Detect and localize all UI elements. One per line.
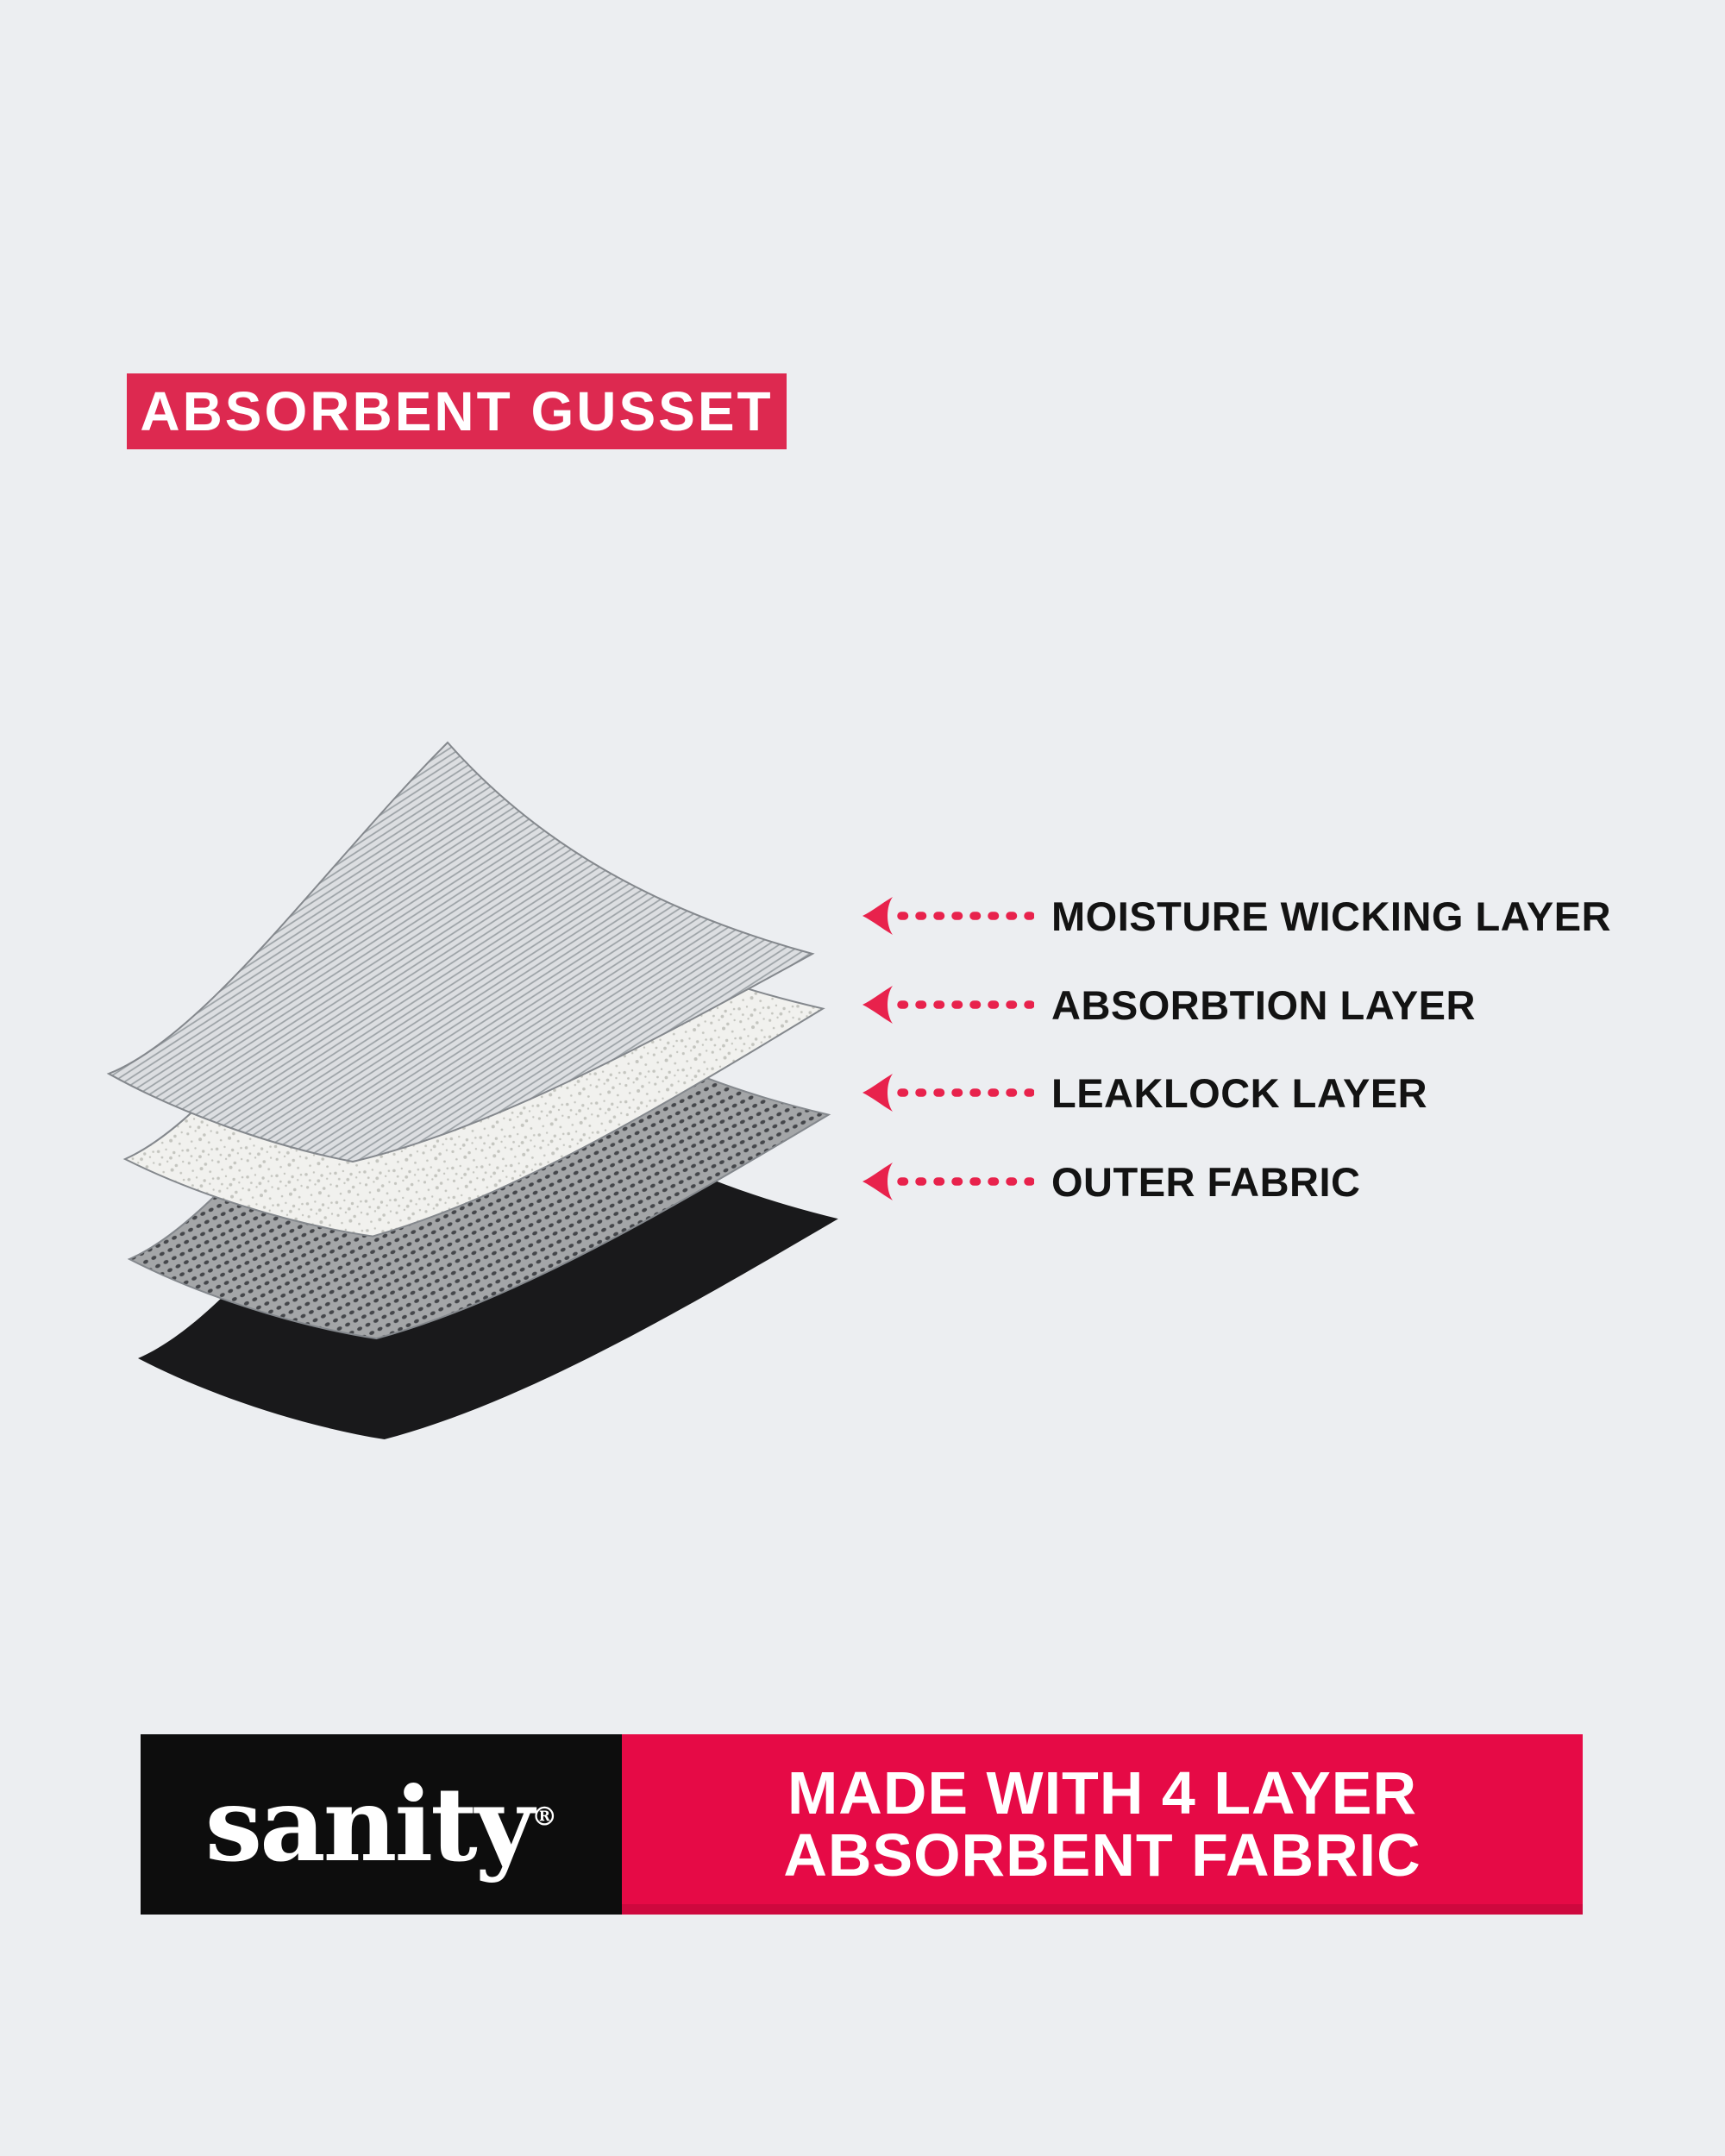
arrow-left-icon [862, 1157, 1034, 1206]
brand-panel [141, 1734, 622, 1915]
callout-label: OUTER FABRIC [1051, 1158, 1361, 1205]
callout-label: MOISTURE WICKING LAYER [1051, 893, 1612, 939]
message-line-1: MADE WITH 4 LAYER [787, 1759, 1418, 1827]
message-line-2: ABSORBENT FABRIC [783, 1821, 1421, 1889]
callout-label: ABSORBTION LAYER [1051, 981, 1476, 1028]
arrow-left-icon [862, 1069, 1034, 1117]
callout-moisture-wicking [862, 892, 1611, 940]
callout-absorption [862, 981, 1476, 1029]
arrow-left-icon [862, 892, 1034, 940]
registered-trademark-icon: ® [531, 1802, 558, 1833]
footer-banner [141, 1734, 1583, 1915]
brand-name: sanity [204, 1764, 532, 1884]
arrow-left-icon [862, 981, 1034, 1029]
header-badge-label: ABSORBENT GUSSET [140, 380, 774, 442]
callout-label: LEAKLOCK LAYER [1051, 1069, 1428, 1116]
brand-wordmark [204, 1764, 558, 1884]
message-panel [622, 1734, 1583, 1915]
callout-leaklock [862, 1069, 1427, 1117]
header-badge [127, 373, 787, 449]
fabric-layers-diagram [82, 724, 910, 1483]
callout-outer-fabric [862, 1157, 1361, 1206]
